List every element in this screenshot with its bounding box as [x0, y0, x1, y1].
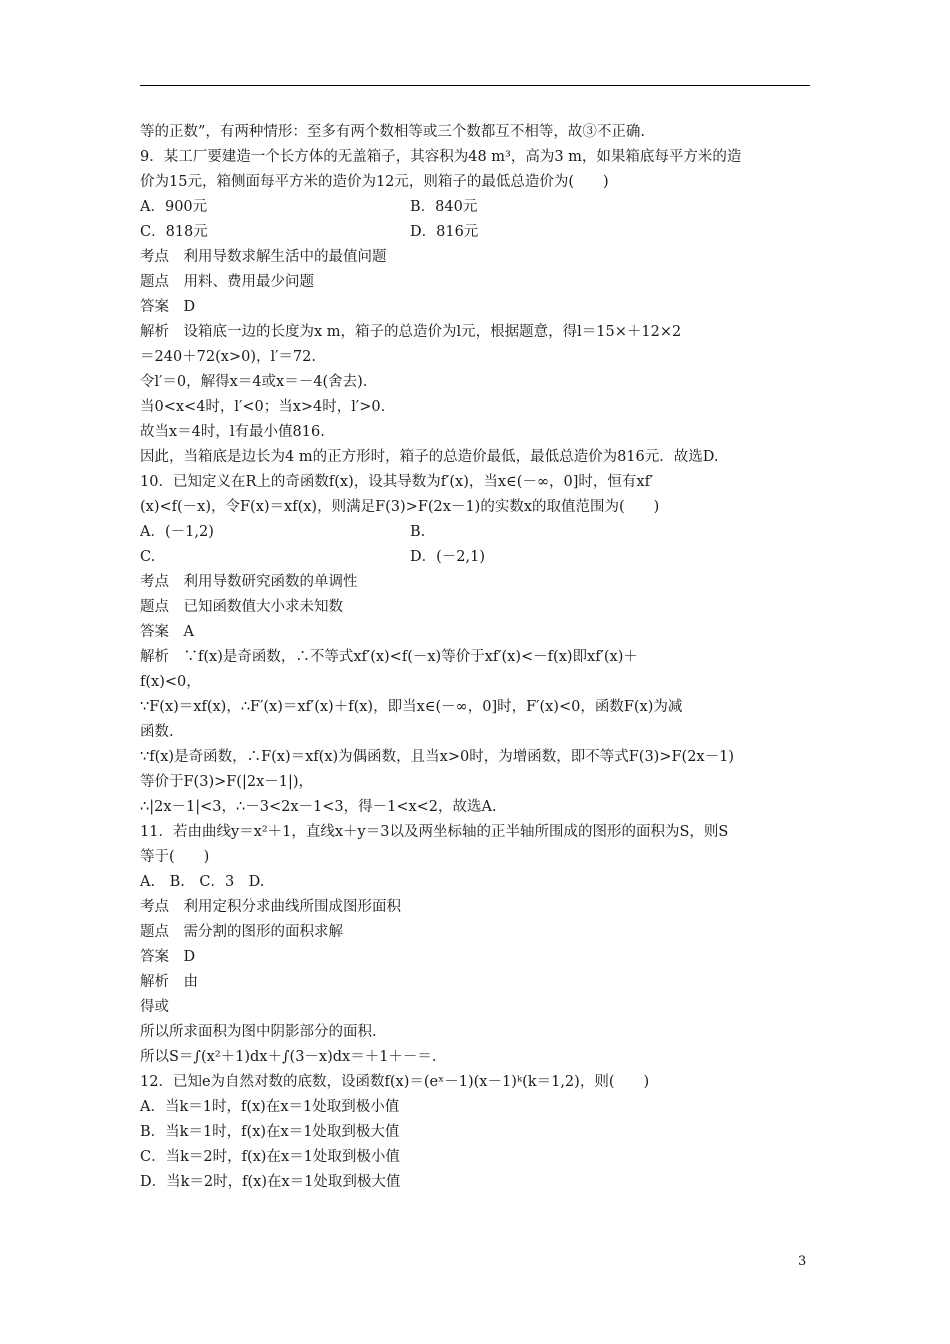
- text-line: ＝240＋72(x>0)，l′＝72.: [140, 349, 316, 365]
- text-line: 所以所求面积为图中阴影部分的面积.: [140, 1024, 377, 1040]
- option-text: B.: [410, 524, 426, 540]
- text-line: 所以S＝∫(x²＋1)dx＋∫(3－x)dx＝＋1＋－＝.: [140, 1049, 437, 1065]
- text-line: 题点 已知函数值大小求未知数: [140, 599, 343, 615]
- text-line: 解析 ∵f(x)是奇函数，∴不等式xf′(x)<f(－x)等价于xf′(x)<－f(x)即xf′(x)＋: [140, 649, 638, 665]
- option-text: D．816元: [410, 224, 479, 240]
- text-line: 题点 需分割的图形的面积求解: [140, 924, 343, 940]
- text-line: 考点 利用导数求解生活中的最值问题: [140, 249, 387, 265]
- text-line: 得或: [140, 999, 169, 1015]
- text-line: 函数.: [140, 724, 174, 740]
- text-line: B．当k＝1时，f(x)在x＝1处取到极大值: [140, 1124, 400, 1140]
- text-line: C．当k＝2时，f(x)在x＝1处取到极小值: [140, 1149, 400, 1165]
- text-line: 因此，当箱底是边长为4 m的正方形时，箱子的总造价最低，最低总造价为816元．故选D.: [140, 449, 719, 465]
- text-line: 10．已知定义在R上的奇函数f(x)，设其导数为f′(x)，当x∈(－∞，0]时，恒有xf′: [140, 474, 654, 490]
- text-line: 9．某工厂要建造一个长方体的无盖箱子，其容积为48 m³，高为3 m，如果箱底每平方米的造: [140, 149, 742, 165]
- text-line: 11．若由曲线y＝x²＋1，直线x＋y＝3以及两坐标轴的正半轴所围成的图形的面积为S，则S: [140, 824, 729, 840]
- text-line: 解析 由: [140, 974, 198, 990]
- text-line: 价为15元，箱侧面每平方米的造价为12元，则箱子的最低总造价为( ): [140, 174, 609, 190]
- text-line: 考点 利用定积分求曲线所围成图形面积: [140, 899, 401, 915]
- text-line: 等价于F(3)>F(|2x－1|)，: [140, 774, 314, 790]
- text-line: A. B. C．3 D.: [140, 874, 265, 890]
- text-line: ∵f(x)是奇函数，∴F(x)＝xf(x)为偶函数，且当x>0时，为增函数，即不等式F(3)>F(2x－1): [140, 749, 734, 765]
- text-line: 令l′＝0，解得x＝4或x＝－4(舍去).: [140, 374, 368, 390]
- text-line: ∵F(x)＝xf(x)，∴F′(x)＝xf′(x)＋f(x)，即当x∈(－∞，0]时，F′(x)<0，函数F(x)为减: [140, 699, 683, 715]
- text-line: 解析 设箱底一边的长度为x m，箱子的总造价为l元，根据题意，得l＝15×＋12×2: [140, 324, 682, 340]
- text-line: 当0<x<4时，l′<0；当x>4时，l′>0.: [140, 399, 386, 415]
- text-line: D．当k＝2时，f(x)在x＝1处取到极大值: [140, 1174, 401, 1190]
- option-row: [140, 195, 812, 220]
- option-text: A．(－1,2): [140, 524, 214, 540]
- option-text: C.: [140, 549, 156, 565]
- text-line: 答案 D: [140, 299, 196, 315]
- header-rule: [140, 85, 810, 86]
- text-line: 答案 A: [140, 624, 194, 640]
- document-body: [140, 120, 812, 1195]
- text-line: (x)<f(－x)，令F(x)＝xf(x)，则满足F(3)>F(2x－1)的实数x的取值范围为( ): [140, 499, 660, 515]
- option-text: D．(－2,1): [410, 549, 485, 565]
- text-line: 12．已知e为自然对数的底数，设函数f(x)＝(eˣ－1)(x－1)ᵏ(k＝1,2)，则( ): [140, 1074, 650, 1090]
- option-row: [140, 220, 812, 245]
- text-line: ∴|2x－1|<3，∴－3<2x－1<3，得－1<x<2，故选A.: [140, 799, 497, 815]
- text-line: 等的正数”，有两种情形：至多有两个数相等或三个数都互不相等，故③不正确.: [140, 124, 646, 140]
- text-line: 考点 利用导数研究函数的单调性: [140, 574, 358, 590]
- page-number: 3: [798, 1254, 807, 1269]
- option-text: C．818元: [140, 224, 208, 240]
- text-line: 题点 用料、费用最少问题: [140, 274, 314, 290]
- option-row: [140, 520, 812, 545]
- text-line: 答案 D: [140, 949, 196, 965]
- text-line: f(x)<0，: [140, 674, 201, 690]
- option-row: [140, 545, 812, 570]
- text-line: A．当k＝1时，f(x)在x＝1处取到极小值: [140, 1099, 400, 1115]
- text-line: 故当x＝4时，l有最小值816.: [140, 424, 325, 440]
- option-text: B．840元: [410, 199, 478, 215]
- text-line: 等于( ): [140, 849, 210, 865]
- option-text: A．900元: [140, 199, 208, 215]
